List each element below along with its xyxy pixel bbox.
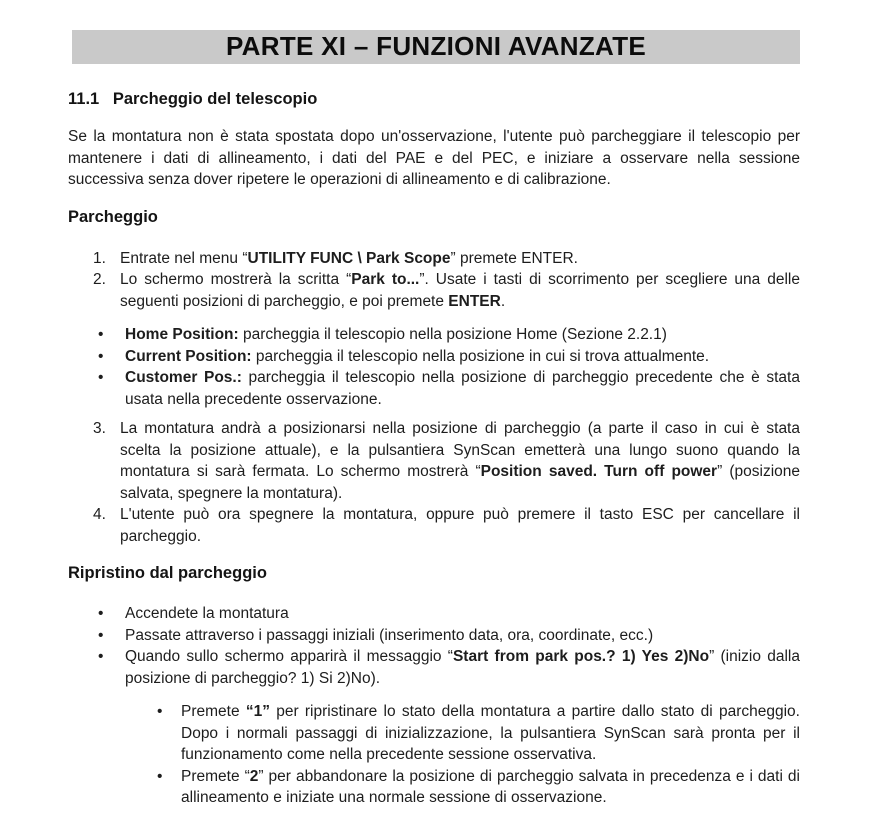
list-number: 2.	[93, 271, 106, 288]
part-banner	[72, 30, 800, 64]
list-item-text: La montatura andrà a posizionarsi nella posizione di parcheggio (a parte il caso in cui è stata scelta la posizione attuale), e la pulsantiera SynScan emetterà una lungo suono quando la montatura si sarà fermata. Lo schermo mostrerà “Position saved. Turn off power” (posizione salvata, spegnere la montatura).	[120, 420, 800, 502]
list-item-text: Premete “2” per abbandonare la posizione di parcheggio salvata in precedenza e i dati di allineamento e iniziate una normale sessione di osservazione.	[181, 767, 800, 806]
sub-bullet-item-press-2	[68, 766, 800, 809]
bullet-item-power-on	[68, 603, 800, 625]
list-item-text: Current Position: parcheggia il telescopio nella posizione in cui si trova attualmente.	[125, 347, 710, 365]
bullet-marker: •	[157, 767, 163, 785]
document-page	[0, 30, 880, 809]
list-item-text: Entrate nel menu “UTILITY FUNC \ Park Scope” premete ENTER.	[120, 249, 578, 267]
section-heading	[68, 90, 800, 109]
bullet-item-current-position	[68, 346, 800, 368]
list-item-text: Quando sullo schermo apparirà il messaggio “Start from park pos.? 1) Yes 2)No” (inizio dalla posizione di parcheggio? 1) Si 2)No).	[125, 648, 800, 687]
bullet-marker: •	[157, 703, 163, 720]
restore-choice-options	[68, 701, 800, 809]
part-banner-title: PARTE XI – FUNZIONI AVANZATE	[225, 31, 647, 62]
bullet-item-start-from-park	[68, 646, 800, 689]
parking-steps-1-2	[68, 248, 800, 313]
park-position-options	[68, 324, 800, 410]
parking-steps-3-4	[68, 418, 800, 547]
restore-heading: Ripristino dal parcheggio	[68, 564, 267, 582]
list-number: 1.	[93, 249, 106, 267]
bullet-item-initial-steps	[68, 625, 800, 647]
list-item-text: Customer Pos.: parcheggia il telescopio nella posizione di parcheggio precedente che è stata usata nella precedente osservazione.	[125, 369, 800, 408]
bullet-marker: •	[98, 347, 104, 365]
numbered-item-2	[68, 269, 800, 312]
list-item-text: L'utente può ora spegnere la montatura, oppure può premere il tasto ESC per cancellare il parcheggio.	[120, 506, 800, 545]
section-title: Parcheggio del telescopio	[112, 90, 318, 108]
restore-steps	[68, 603, 800, 689]
bullet-item-home-position	[68, 324, 800, 346]
list-number: 3.	[93, 420, 106, 437]
list-number: 4.	[93, 506, 106, 523]
sub-bullet-item-press-1	[68, 701, 800, 766]
parking-heading: Parcheggio	[68, 207, 158, 226]
bullet-marker: •	[98, 648, 104, 665]
section-number: 11.1	[68, 90, 100, 108]
list-item-text: Passate attraverso i passaggi iniziali (inserimento data, ora, coordinate, ecc.)	[125, 626, 654, 644]
list-item-text: Lo schermo mostrerà la scritta “Park to...”. Usate i tasti di scorrimento per scegliere una delle seguenti posizioni di parcheggio, e poi premete ENTER.	[120, 271, 800, 310]
bullet-marker: •	[98, 326, 104, 343]
list-item-text: Premete “1” per ripristinare lo stato della montatura a partire dallo stato di parcheggio. Dopo i normali passaggi di inizializzazione, la pulsantiera SynScan sarà pronta per il funzionamento come nella precedente sessione osservativa.	[181, 703, 800, 763]
bullet-item-customer-position	[68, 367, 800, 410]
intro-paragraph: Se la montatura non è stata spostata dopo un'osservazione, l'utente può parcheggiare il telescopio per mantenere i dati di allineamento, i dati del PAE e del PEC, e iniziare a osservare nella sessione successiva senza dover ripetere le operazioni di allineamento e di calibrazione.	[68, 128, 800, 188]
bullet-marker: •	[98, 605, 104, 622]
numbered-item-3	[68, 418, 800, 504]
list-item-text: Accendete la montatura	[125, 605, 289, 622]
list-item-text: Home Position: parcheggia il telescopio nella posizione Home (Sezione 2.2.1)	[125, 326, 667, 343]
bullet-marker: •	[98, 626, 104, 644]
numbered-item-4	[68, 504, 800, 547]
bullet-marker: •	[98, 369, 104, 386]
numbered-item-1	[68, 248, 800, 270]
